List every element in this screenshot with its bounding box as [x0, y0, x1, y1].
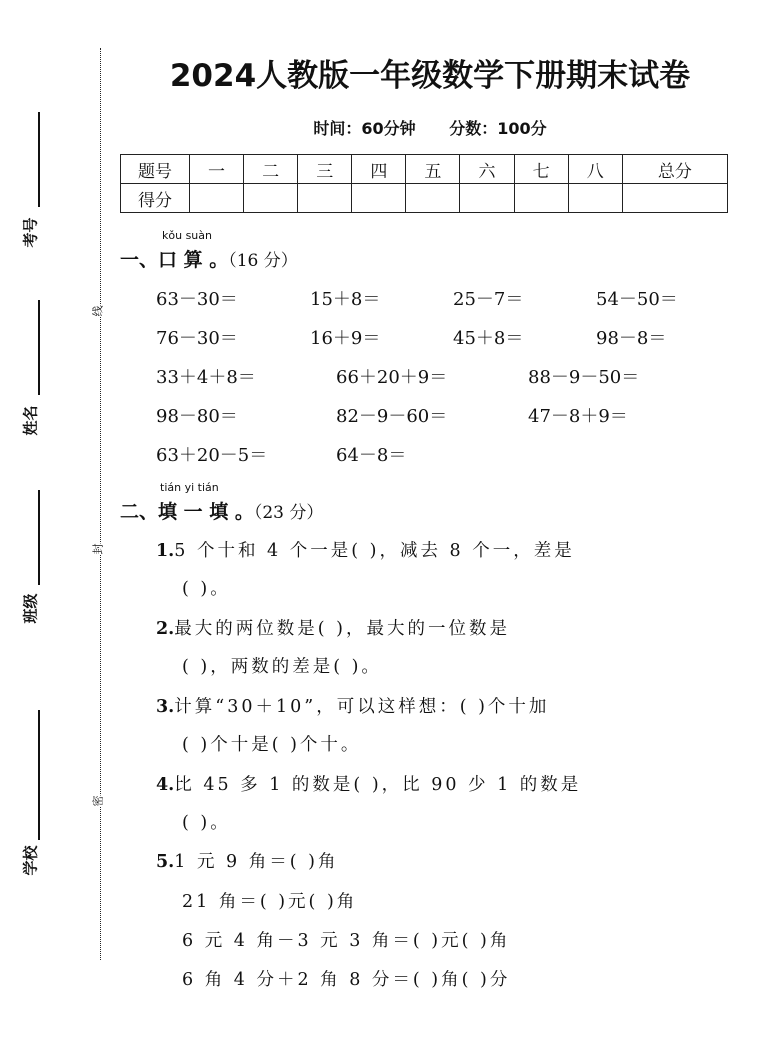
exam-number-line[interactable]: [38, 112, 40, 207]
section1-score: （16 分）: [228, 251, 298, 271]
score-cell[interactable]: [568, 184, 622, 213]
section2-score: （23 分）: [253, 503, 324, 523]
header-cell: 七: [514, 155, 568, 184]
school-line[interactable]: [38, 710, 40, 840]
header-cell: 八: [568, 155, 622, 184]
section1-heading: [120, 229, 298, 272]
question-text: 5 个十和 4 个一是( )，减去 8 个一，差是: [174, 541, 575, 561]
question-number: 4.: [156, 775, 175, 795]
question-5: [156, 848, 338, 873]
score-cell[interactable]: [352, 184, 406, 213]
exam-total-score: 分数：100分: [449, 119, 547, 138]
question-5-line-2: 21 角＝( )元( )角: [182, 892, 358, 912]
section1-title: 一、口 算 。: [120, 249, 229, 271]
calc-item: 76－30＝: [156, 328, 238, 349]
calc-item: 54－50＝: [596, 289, 678, 310]
score-row-label: 得分: [121, 184, 190, 213]
score-table: [120, 154, 728, 213]
page-title: 2024人教版一年级数学下册期末试卷: [169, 58, 691, 94]
question-text: 最大的两位数是( )，最大的一位数是: [174, 619, 510, 639]
school-label: 学校: [21, 845, 40, 876]
calc-item: 66＋20＋9＝: [336, 367, 448, 388]
calc-item: 88－9－50＝: [528, 367, 640, 388]
header-cell: 三: [298, 155, 352, 184]
seal-char-feng: 封: [89, 544, 107, 555]
section1-pinyin: kǒu suàn: [162, 229, 212, 242]
exam-info: [120, 116, 740, 139]
question-text: 计算“30＋10”，可以这样想：( )个十加: [174, 697, 550, 717]
calc-item: 98－80＝: [156, 406, 238, 427]
section2-pinyin: tián yi tián: [160, 481, 219, 494]
calc-item: 63＋20－5＝: [156, 445, 268, 466]
score-table-header-row: [121, 155, 728, 184]
calc-item: 47－8＋9＝: [528, 406, 628, 427]
score-cell[interactable]: [460, 184, 514, 213]
name-label: 姓名: [21, 405, 40, 436]
header-cell: 五: [406, 155, 460, 184]
score-cell[interactable]: [514, 184, 568, 213]
score-cell[interactable]: [406, 184, 460, 213]
class-line[interactable]: [38, 490, 40, 585]
question-1-cont: ( )。: [182, 579, 231, 599]
seal-char-mi: 密: [89, 796, 107, 807]
calc-item: 64－8＝: [336, 445, 407, 466]
header-cell: 总分: [622, 155, 727, 184]
header-cell: 题号: [121, 155, 190, 184]
question-4: [156, 771, 581, 796]
question-text: 1 元 9 角＝( )角: [174, 852, 339, 872]
header-cell: 四: [352, 155, 406, 184]
question-number: 2.: [156, 619, 175, 639]
question-number: 1.: [156, 541, 175, 561]
seal-char-xian: 线: [89, 306, 107, 317]
calc-item: 63－30＝: [156, 289, 238, 310]
exam-time: 时间：60分钟: [313, 119, 416, 138]
section2-title: 二、填 一 填 。: [120, 501, 254, 523]
question-3: [156, 693, 549, 718]
calc-item: 82－9－60＝: [336, 406, 448, 427]
question-number: 3.: [156, 697, 175, 717]
seal-dotted-line: [100, 48, 101, 960]
calc-item: 45＋8＝: [453, 328, 524, 349]
class-label: 班级: [21, 593, 40, 624]
calc-item: 33＋4＋8＝: [156, 367, 256, 388]
calc-item: 16＋9＝: [310, 328, 381, 349]
question-5-line-3: 6 元 4 角－3 元 3 角＝( )元( )角: [182, 931, 511, 951]
question-2: [156, 615, 510, 640]
score-cell[interactable]: [244, 184, 298, 213]
score-table-score-row: [121, 184, 728, 213]
header-cell: 二: [244, 155, 298, 184]
question-text: 比 45 多 1 的数是( )，比 90 少 1 的数是: [174, 775, 582, 795]
binding-margin: [0, 0, 100, 1056]
name-line[interactable]: [38, 300, 40, 395]
question-2-cont: ( )，两数的差是( )。: [182, 657, 382, 677]
score-cell[interactable]: [622, 184, 727, 213]
section2-heading: [120, 481, 324, 524]
header-cell: 一: [190, 155, 244, 184]
question-5-line-4: 6 角 4 分＋2 角 8 分＝( )角( )分: [182, 970, 511, 990]
question-3-cont: ( )个十是( )个十。: [182, 735, 362, 755]
calc-item: 15＋8＝: [310, 289, 381, 310]
calc-item: 25－7＝: [453, 289, 524, 310]
exam-number-label: 考号: [21, 217, 40, 248]
question-number: 5.: [156, 852, 175, 872]
calc-item: 98－8＝: [596, 328, 667, 349]
question-1: [156, 537, 575, 562]
header-cell: 六: [460, 155, 514, 184]
question-4-cont: ( )。: [182, 813, 231, 833]
score-cell[interactable]: [298, 184, 352, 213]
score-cell[interactable]: [190, 184, 244, 213]
